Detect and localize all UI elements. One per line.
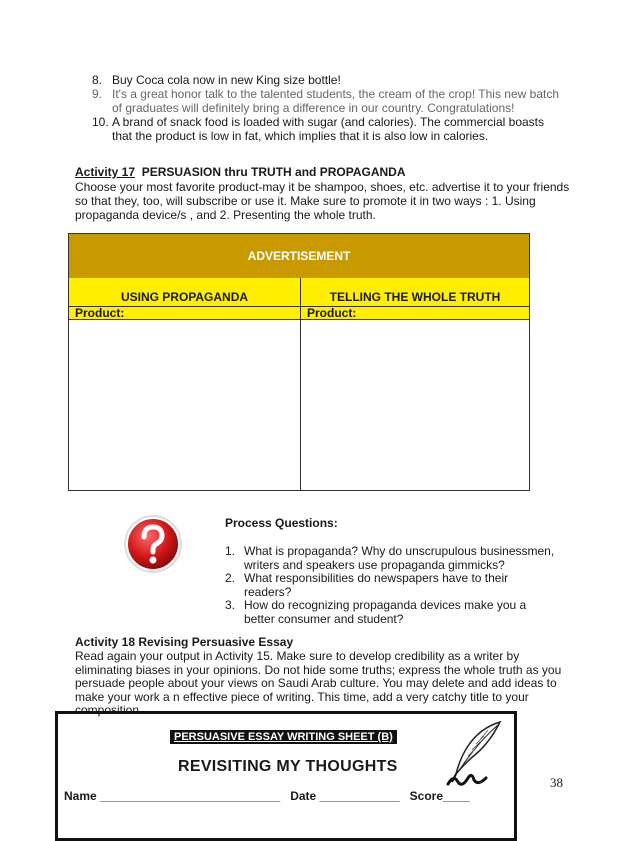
list-item: 10. A brand of snack food is loaded with sugar (and calories). The commercial boasts that the product is low in fat, which implies that it is also low in calories. [92,115,544,143]
activity17-heading [75,165,406,179]
activity18-instructions: Read again your output in Activity 15. Make sure to develop credibility as a writer by eliminating biases in your opinions. Do not hide some truths; express the whole truth as you persuade people about your views on Saudi Arab culture. You may delete and add ideas to make your work a n effective piece of writing. This time, add a very catchy title to your composition. [75,649,562,717]
product-label-truth: Product: [301,306,529,320]
list-item: 9. It's a great honor talk to the talented students, the cream of the crop! This new batch of graduates will definitely bring a difference in our country. Congratulations! [92,87,559,115]
activity18-title: Activity 18 Revising Persuasive Essay [75,635,294,649]
quill-pen-icon [440,718,510,788]
activity17-label: Activity 17 [75,165,136,179]
advertisement-header: ADVERTISEMENT [69,234,529,279]
name-date-score-fields: Name ___________________________ Date ____________ Score____ [64,789,470,803]
activity17-instructions: Choose your most favorite product-may it be shampoo, shoes, etc. advertise it to your friends so that they, too, will subscribe or use it. Make sure to promote it in two ways : 1. Using propaganda device/s , and 2. Presenting the whole truth. [75,180,570,222]
column-header-truth: TELLING THE WHOLE TRUTH [301,278,529,306]
process-questions-list [225,545,555,626]
advertisement-table [68,233,530,491]
page-number: 38 [550,775,563,790]
activity17-title: PERSUASION thru TRUTH and PROPAGANDA [141,165,406,179]
product-label-propaganda: Product: [69,306,300,320]
list-item: 8. Buy Coca cola now in new King size bottle! [92,73,341,87]
list-item: 2. What responsibilities do newspapers have to their readers? [225,571,509,599]
question-mark-icon [122,513,184,575]
list-item: 1. What is propaganda? Why do unscrupulous businessmen, writers and speakers use propaganda gimmicks? [225,544,555,572]
top-example-list [92,73,562,143]
writing-sheet-title: REVISITING MY THOUGHTS [178,758,398,775]
writing-sheet-label: PERSUASIVE ESSAY WRITING SHEET (B) [170,730,397,744]
column-header-propaganda: USING PROPAGANDA [69,278,300,306]
column-divider [300,278,301,491]
process-questions-title: Process Questions: [225,516,338,530]
list-item: 3. How do recognizing propaganda devices make you a better consumer and student? [225,598,527,626]
